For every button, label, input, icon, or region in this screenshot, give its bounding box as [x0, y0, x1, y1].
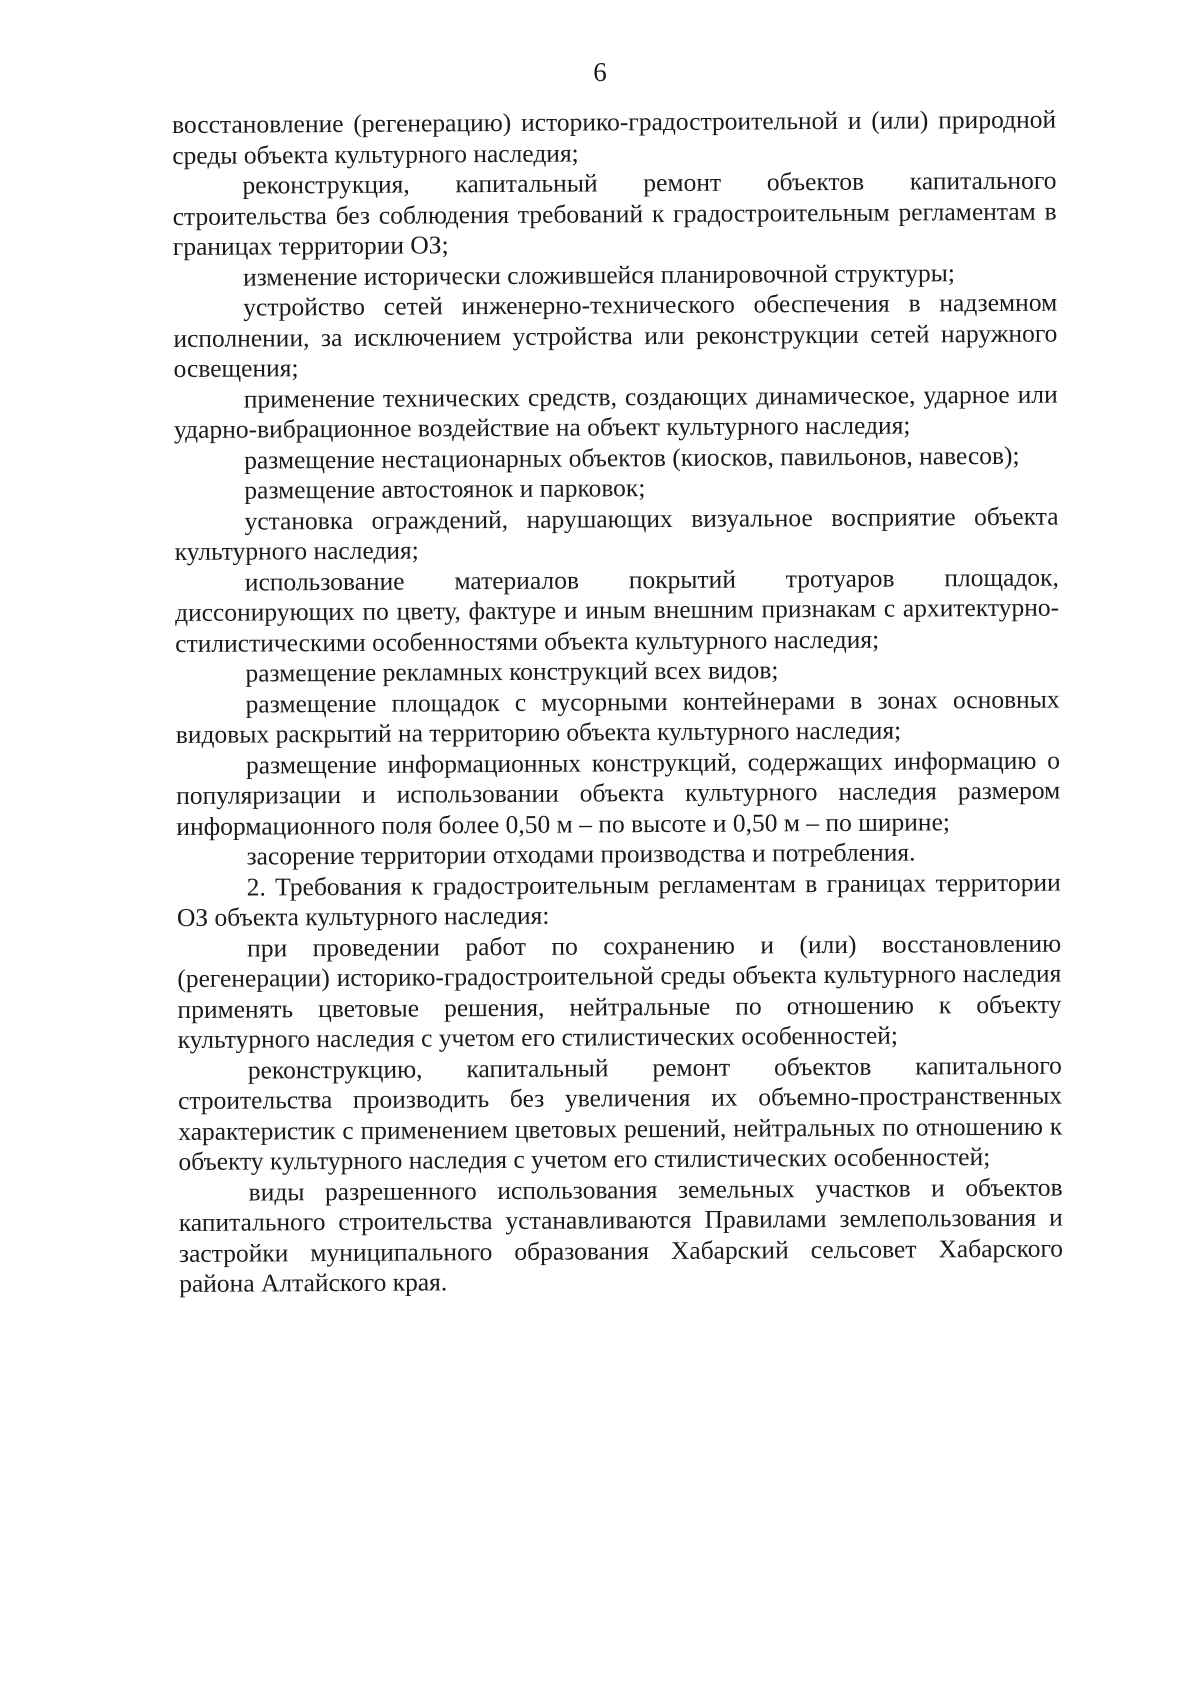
paragraph-parking: размещение автостоянок и парковок; [244, 473, 646, 505]
paragraph-advertising: размещение рекламных конструкций всех видов; [245, 655, 779, 688]
paragraph-color-solutions: при проведении работ по сохранению и (или) восстановлению (регенерации) историко-градостроительной среды объекта культурного наследия применять цветовые решения, нейтральные по отношению к объекту культурного наследия с учетом его стилистических особенностей; [177, 928, 1062, 1054]
paragraph-technical-means: применение технических средств, создающих динамическое, ударное или ударно-вибрационное воздействие на объект культурного наследия; [173, 379, 1058, 444]
paragraph-overhead-networks: устройство сетей инженерно-технического обеспечения в надземном исполнении, за исключением устройства или реконструкции сетей наружного освещения; [173, 287, 1058, 383]
paragraph-continuation: восстановление (регенерацию) историко-градостроительной и (или) природной среды объекта культурного наследия; [172, 104, 1057, 170]
paragraph-littering: засорение территории отходами производства и потребления. [246, 837, 916, 871]
paragraph-fences: установка ограждений, нарушающих визуальное восприятие объекта культурного наследия; [174, 501, 1059, 566]
paragraph-non-stationary-objects: размещение нестационарных объектов (киосков, павильонов, навесов); [244, 440, 1020, 475]
paragraph-paving-materials: использование материалов покрытий тротуаров площадок, диссонирующих по цвету, фактуре и иным внешним признакам с архитектурно-стилистическими особенностями объекта культурного наследия; [174, 562, 1060, 658]
paragraph-reconstruction-volume: реконструкцию, капитальный ремонт объектов капитального строительства производить без увеличения их объемно-пространственных характеристик с применением цветовых решений, нейтральных по отношению к объекту культурного наследия с учетом его стилистических особенностей; [177, 1050, 1063, 1176]
section-heading-requirements: 2. Требования к градостроительным регламентам в границах территории ОЗ объекта культурного наследия: [176, 867, 1061, 932]
paragraph-permitted-use: виды разрешенного использования земельных участков и объектов капитального строительства устанавливаются Правилами землепользования и застройки муниципального образования Хабарский сельсовет Хабарского района Алтайского края. [178, 1172, 1064, 1298]
paragraph-information-structures: размещение информационных конструкций, содержащих информацию о популяризации и использовании объекта культурного наследия размером информационного поля более 0,50 м – по высоте и 0,50 м – по ширине; [176, 745, 1061, 841]
paragraph-planning-structure-change: изменение исторически сложившейся планировочной структуры; [242, 257, 955, 292]
paragraph-reconstruction-without-requirements: реконструкция, капитальный ремонт объектов капитального строительства без соблюдения требований к градостроительным регламентам в границах территории ОЗ; [172, 165, 1057, 261]
paragraph-waste-containers: размещение площадок с мусорными контейнерами в зонах основных видовых раскрытий на территорию объекта культурного наследия; [175, 684, 1060, 749]
document-body [172, 105, 1063, 1300]
page-number: 6 [593, 57, 607, 87]
